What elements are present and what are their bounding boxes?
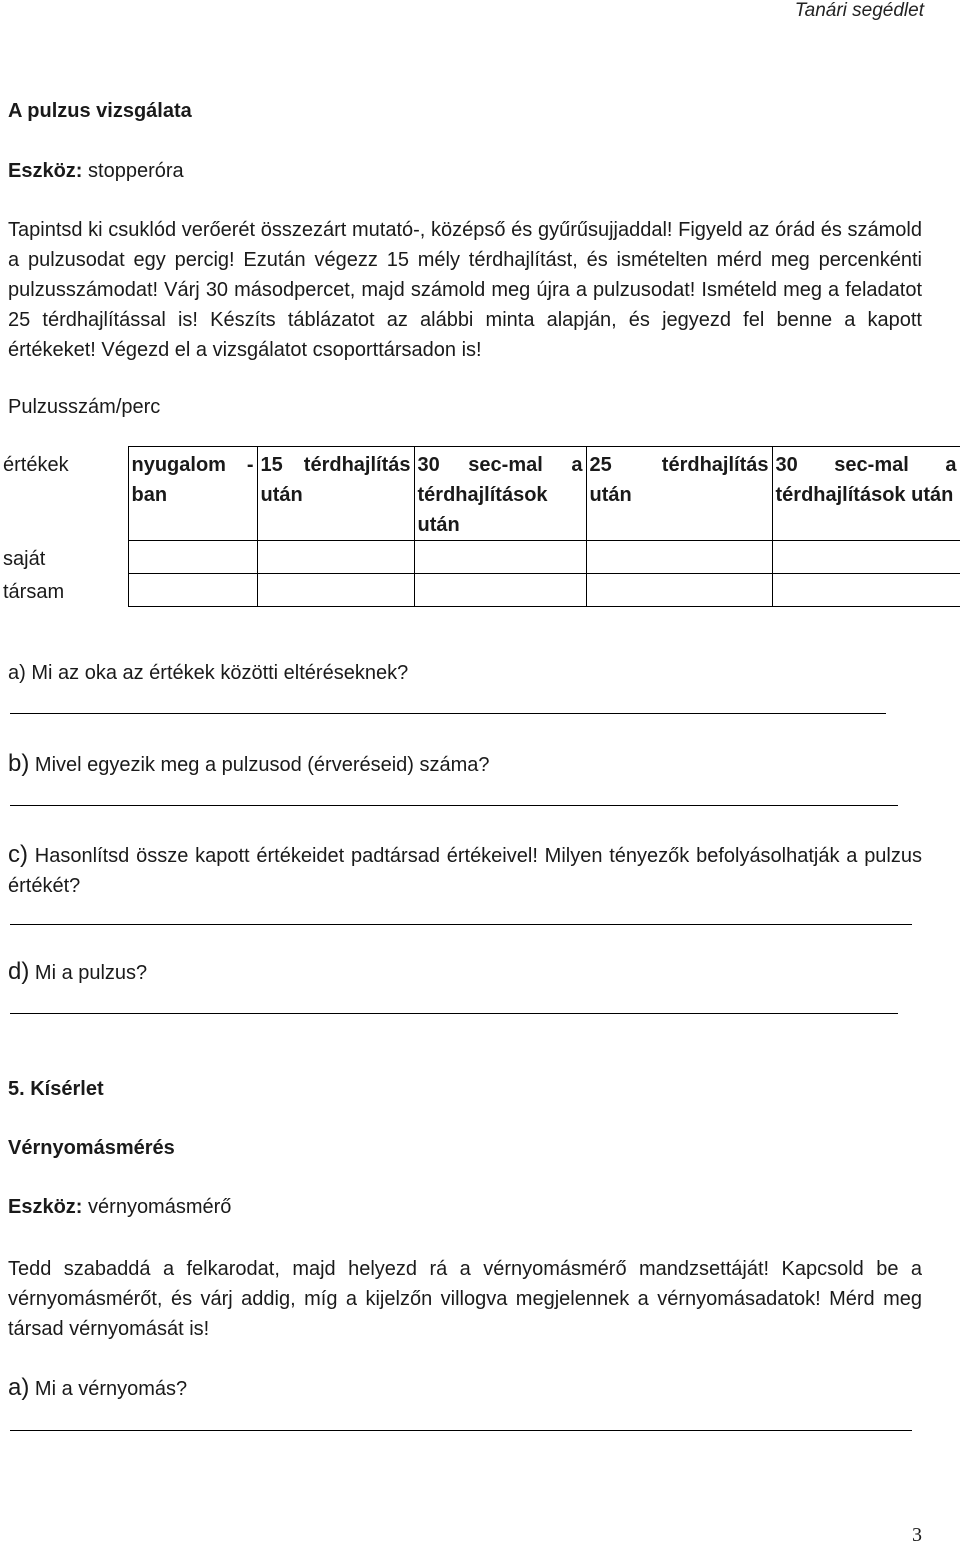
table-cell[interactable] <box>586 574 772 607</box>
tool-line <box>8 160 184 183</box>
table-header-cell: 25 térdhajlítás után <box>586 447 772 541</box>
question-text: Mi a pulzus? <box>34 962 148 984</box>
answer-line[interactable] <box>10 713 886 714</box>
table-corner-cell: értékek <box>0 447 128 541</box>
answer-line[interactable] <box>10 805 898 806</box>
tool-label: Eszköz: <box>8 160 83 182</box>
page-number: 3 <box>912 1524 922 1546</box>
tool-label: Eszköz: <box>8 1196 83 1218</box>
question-letter: d) <box>8 958 30 985</box>
answer-line[interactable] <box>10 924 912 925</box>
table-header-cell: nyugalom - ban <box>128 447 257 541</box>
table-header-row <box>0 447 960 541</box>
experiment-tool-line <box>8 1196 231 1219</box>
table-cell[interactable] <box>586 541 772 574</box>
pulse-table <box>0 446 960 607</box>
question-text: Mi a vérnyomás? <box>34 1378 188 1400</box>
page-header: Tanári segédlet <box>794 0 924 21</box>
experiment-number: 5. Kísérlet <box>8 1078 104 1100</box>
question-letter: b) <box>8 750 30 777</box>
table-row <box>0 541 960 574</box>
pulse-instructions: Tapintsd ki csuklód verőerét összezárt mutató-, középső és gyűrűsujjaddal! Figyeld az órád és számold a pulzusodat egy percig! Ezután végezz 15 mély térdhajlítást, és ismételten mérd meg percenkénti pulzusszámodat! Várj 30 másodpercet, majd számold meg újra a pulzusodat! Ismételd meg a feladatot 25 térdhajlítással is! Készíts táblázatot az alábbi minta alapján, és jegyezd fel benne a kapott értékeket! Végezd el a vizsgálatot csoporttársadon is! <box>8 219 922 361</box>
question-text: Mi az oka az értékek közötti eltéréseknek? <box>31 662 409 684</box>
table-cell[interactable] <box>772 541 960 574</box>
table-cell[interactable] <box>128 574 257 607</box>
table-cell[interactable] <box>414 574 586 607</box>
table-cell[interactable] <box>772 574 960 607</box>
experiment-question-a <box>8 1374 187 1402</box>
answer-line[interactable] <box>10 1430 912 1431</box>
row-label: saját <box>0 541 128 574</box>
question-letter: a) <box>8 1374 30 1401</box>
question-b <box>8 750 490 778</box>
table-row <box>0 574 960 607</box>
experiment-title: Vérnyomásmérés <box>8 1137 175 1159</box>
table-title: Pulzusszám/perc <box>8 396 161 418</box>
table-header-cell: 15 térdhajlítás után <box>257 447 414 541</box>
table-cell[interactable] <box>128 541 257 574</box>
row-label: társam <box>0 574 128 607</box>
question-text: Mivel egyezik meg a pulzusod (érveréseid) száma? <box>34 754 490 776</box>
table-cell[interactable] <box>414 541 586 574</box>
tool-value: stopperóra <box>88 160 184 182</box>
table-cell[interactable] <box>257 574 414 607</box>
experiment-instructions: Tedd szabaddá a felkarodat, majd helyezd rá a vérnyomásmérő mandzsettáját! Kapcsold be a vérnyomásmérőt, és várj addig, míg a kijelzőn villogva megjelennek a vérnyomásadatok! Mérd meg társad vérnyomását is! <box>8 1258 922 1340</box>
question-letter: a) <box>8 662 26 684</box>
tool-value: vérnyomásmérő <box>88 1196 232 1218</box>
question-a <box>8 662 408 685</box>
table-header-cell: 30 sec-mal a térdhajlítások után <box>772 447 960 541</box>
question-letter: c) <box>8 841 28 868</box>
table-cell[interactable] <box>257 541 414 574</box>
table-header-cell: 30 sec-mal a térdhajlítások után <box>414 447 586 541</box>
question-d <box>8 958 147 986</box>
section-title: A pulzus vizsgálata <box>8 100 192 122</box>
answer-line[interactable] <box>10 1013 898 1014</box>
question-text: Hasonlítsd össze kapott értékeidet padtársad értékeivel! Milyen tényezők befolyásolhatják a pulzus értékét? <box>8 845 923 897</box>
question-c <box>8 840 922 901</box>
